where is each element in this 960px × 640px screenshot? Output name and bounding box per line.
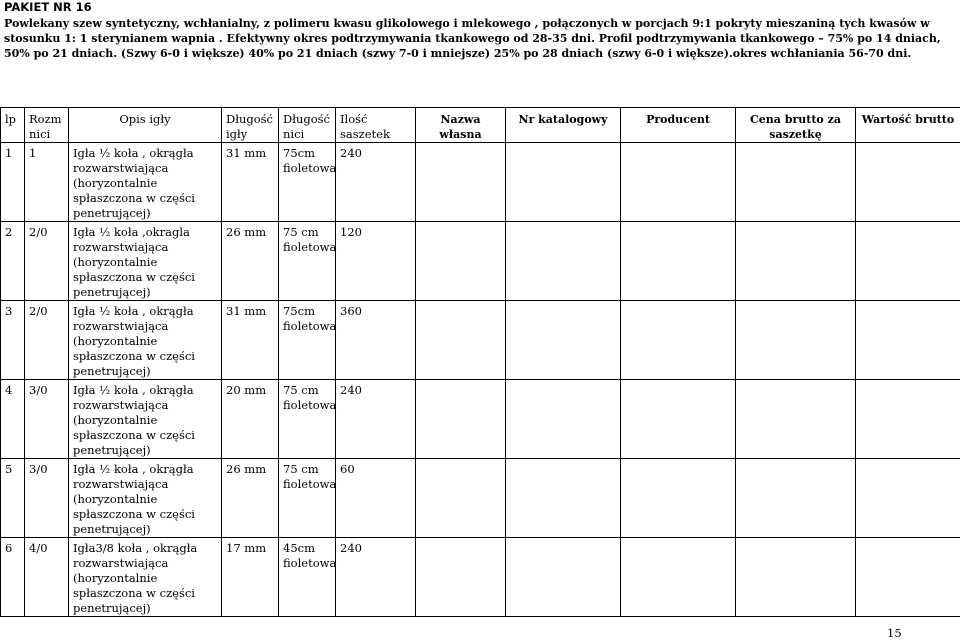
cell-nazwa[interactable]: [416, 538, 506, 617]
cell-nr-katalogowy[interactable]: [506, 143, 621, 222]
header-wartosc: Wartość brutto: [856, 108, 960, 143]
cell-lp: 2: [1, 222, 25, 301]
table-header-row: [1, 108, 960, 143]
cell-lp: 6: [1, 538, 25, 617]
cell-producent[interactable]: [621, 143, 736, 222]
cell-wartosc[interactable]: [856, 538, 960, 617]
cell-nr-katalogowy[interactable]: [506, 222, 621, 301]
cell-dlugosc-igly: 31 mm: [222, 301, 279, 380]
cell-opis: Igła3/8 koła , okrągła rozwarstwiająca (horyzontalnie spłaszczona w części penetrującej): [69, 538, 222, 617]
table-row: [1, 538, 960, 617]
cell-dlugosc-nici: 45cm fioletowa: [279, 538, 336, 617]
cell-dlugosc-igly: 17 mm: [222, 538, 279, 617]
header-nr-katalogowy: Nr katalogowy: [506, 108, 621, 143]
product-table: [0, 107, 960, 617]
cell-cena[interactable]: [736, 301, 856, 380]
cell-ilosc: 60: [336, 459, 416, 538]
cell-cena[interactable]: [736, 459, 856, 538]
cell-opis: Igła ½ koła , okrągła rozwarstwiająca (horyzontalnie spłaszczona w części penetrującej): [69, 301, 222, 380]
cell-ilosc: 240: [336, 538, 416, 617]
cell-dlugosc-igly: 26 mm: [222, 459, 279, 538]
cell-nazwa[interactable]: [416, 380, 506, 459]
cell-ilosc: 120: [336, 222, 416, 301]
header-cena: Cena brutto za saszetkę: [736, 108, 856, 143]
cell-lp: 3: [1, 301, 25, 380]
cell-cena[interactable]: [736, 222, 856, 301]
cell-opis: Igła ½ koła , okrągła rozwarstwiająca (horyzontalnie spłaszczona w części penetrującej): [69, 380, 222, 459]
cell-producent[interactable]: [621, 301, 736, 380]
header-rozm: Rozm nici: [25, 108, 69, 143]
cell-dlugosc-nici: 75 cm fioletowa: [279, 380, 336, 459]
cell-wartosc[interactable]: [856, 459, 960, 538]
cell-ilosc: 360: [336, 301, 416, 380]
table-row: [1, 380, 960, 459]
cell-dlugosc-igly: 26 mm: [222, 222, 279, 301]
cell-rozm: 2/0: [25, 301, 69, 380]
page-title: PAKIET NR 16: [4, 0, 92, 14]
cell-wartosc[interactable]: [856, 301, 960, 380]
header-opis: Opis igły: [69, 108, 222, 143]
cell-rozm: 2/0: [25, 222, 69, 301]
table-row: [1, 301, 960, 380]
cell-lp: 1: [1, 143, 25, 222]
header-lp: lp: [1, 108, 25, 143]
cell-ilosc: 240: [336, 143, 416, 222]
cell-wartosc[interactable]: [856, 380, 960, 459]
cell-producent[interactable]: [621, 380, 736, 459]
table-row: [1, 459, 960, 538]
cell-cena[interactable]: [736, 380, 856, 459]
cell-opis: Igła ½ koła ,okragla rozwarstwiająca (horyzontalnie spłaszczona w części penetrującej): [69, 222, 222, 301]
header-dlugosc-nici: Długość nici: [279, 108, 336, 143]
cell-opis: Igła ½ koła , okrągła rozwarstwiająca (horyzontalnie spłaszczona w części penetrującej): [69, 459, 222, 538]
cell-dlugosc-nici: 75 cm fioletowa: [279, 459, 336, 538]
cell-opis: Igła ½ koła , okrągła rozwarstwiająca (horyzontalnie spłaszczona w części penetrującej): [69, 143, 222, 222]
cell-rozm: 1: [25, 143, 69, 222]
header-ilosc: Ilość saszetek: [336, 108, 416, 143]
cell-rozm: 4/0: [25, 538, 69, 617]
page-number: 15: [887, 626, 902, 640]
cell-nr-katalogowy[interactable]: [506, 538, 621, 617]
cell-producent[interactable]: [621, 459, 736, 538]
cell-rozm: 3/0: [25, 459, 69, 538]
table-row: [1, 143, 960, 222]
cell-wartosc[interactable]: [856, 143, 960, 222]
cell-nazwa[interactable]: [416, 143, 506, 222]
cell-dlugosc-nici: 75cm fioletowa: [279, 301, 336, 380]
cell-producent[interactable]: [621, 538, 736, 617]
cell-nazwa[interactable]: [416, 301, 506, 380]
cell-producent[interactable]: [621, 222, 736, 301]
cell-lp: 4: [1, 380, 25, 459]
cell-dlugosc-nici: 75 cm fioletowa: [279, 222, 336, 301]
cell-nr-katalogowy[interactable]: [506, 459, 621, 538]
cell-dlugosc-nici: 75cm fioletowa: [279, 143, 336, 222]
header-producent: Producent: [621, 108, 736, 143]
cell-wartosc[interactable]: [856, 222, 960, 301]
cell-cena[interactable]: [736, 538, 856, 617]
cell-rozm: 3/0: [25, 380, 69, 459]
header-nazwa: Nazwa własna: [416, 108, 506, 143]
cell-dlugosc-igly: 31 mm: [222, 143, 279, 222]
cell-nr-katalogowy[interactable]: [506, 380, 621, 459]
cell-lp: 5: [1, 459, 25, 538]
intro-paragraph: Powlekany szew syntetyczny, wchłanialny, z polimeru kwasu glikolowego i mlekowego , połączonych w porcjach 9:1 pokryty mieszaniną tych kwasów w stosunku 1: 1 sterynianem wapnia . Efektywny okres podtrzymywania tkankowego od 28-35 dni. Profil podtrzymywania tkankowego – 75% po 14 dniach, 50% po 21 dniach. (Szwy 6-0 i większe) 40% po 21 dniach (szwy 7-0 i mniejsze) 25% po 28 dniach (szwy 6-0 i większe).okres wchłaniania 56-70 dni.: [4, 16, 954, 61]
cell-ilosc: 240: [336, 380, 416, 459]
cell-nr-katalogowy[interactable]: [506, 301, 621, 380]
header-dlugosc-igly: Długość igły: [222, 108, 279, 143]
cell-nazwa[interactable]: [416, 222, 506, 301]
cell-nazwa[interactable]: [416, 459, 506, 538]
table-row: [1, 222, 960, 301]
cell-cena[interactable]: [736, 143, 856, 222]
cell-dlugosc-igly: 20 mm: [222, 380, 279, 459]
